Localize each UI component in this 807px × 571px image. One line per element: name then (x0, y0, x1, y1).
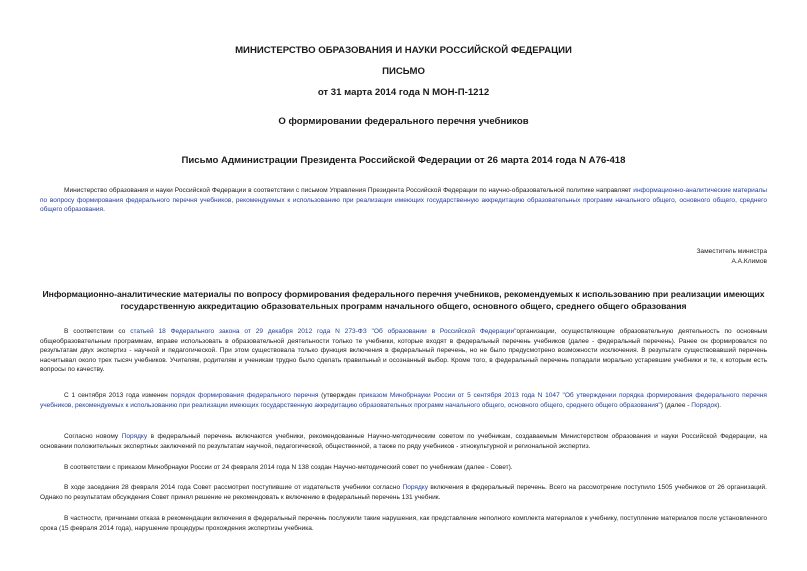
signature-block (696, 247, 767, 266)
paragraph-4-text: В соответствии с приказом Минобрнауки России от 24 февраля 2014 года N 138 создан Научно-методический совет по учебникам (далее - Совет). (64, 464, 513, 471)
letter-end: . (103, 206, 105, 214)
section-title: Информационно-аналитические материалы по вопросу формирования федерального перечня учебников, рекомендуемых к использованию при реализации имеющих государственную аккредитацию образовательных программ начального общего, основного общего, среднего общего образования (42, 289, 765, 311)
paragraph-2-text-d: ). (717, 401, 722, 409)
paragraph-2-text-a: С 1 сентября 2013 года изменен (64, 392, 171, 399)
paragraph-5-text-a: В ходе заседания 28 февраля 2014 года Совет рассмотрел поступившие от издательств учебники согласно (64, 484, 403, 491)
paragraph-3-text-a: Согласно новому (64, 433, 122, 440)
signature-position: Заместитель министра (696, 248, 767, 255)
document-subject: О формировании федерального перечня учебников (278, 116, 529, 127)
paragraph-3 (40, 432, 767, 451)
paragraph-1 (40, 327, 767, 375)
procedure-link-3[interactable]: Порядку (402, 484, 428, 491)
ministry-heading: МИНИСТЕРСТВО ОБРАЗОВАНИЯ И НАУКИ РОССИЙСКОЙ ФЕДЕРАЦИИ (235, 45, 572, 56)
signature-name: А.А.Климов (731, 257, 767, 265)
reference-letter: Письмо Администрации Президента Российской Федерации от 26 марта 2014 года N А76-418 (181, 155, 626, 166)
paragraph-5-text-b: включения в федеральный перечень. Всего на рассмотрение поступило 1505 учебников от 26 организаций. Однако по результатам обсуждения Совет принял решение не рекомендовать к включению в федеральный перечень 131 учебник. (40, 484, 767, 501)
paragraph-4 (40, 463, 767, 473)
analytic-materials-link[interactable]: информационно-аналитические материалы по вопросу формирования федерального перечня учебников, рекомендуемых к использованию при реализации имеющих государственную аккредитацию образовательных программ начального общего, основного общего, среднего общего образования (40, 187, 767, 214)
procedure-link[interactable]: Порядок (691, 401, 718, 409)
order-1047-link[interactable]: приказом Минобрнауки России от 5 сентября 2013 года N 1047 "Об утверждении порядка формирования федерального перечня учебников, рекомендуемых к использованию при реализации имеющих государственную аккредитацию образовательных программ начального общего, основного общего, среднего общего образования" (40, 392, 767, 409)
letter-body (40, 186, 767, 215)
paragraph-1-text-a: В соответствии со (64, 328, 131, 335)
paragraph-2 (40, 391, 767, 410)
paragraph-6 (40, 514, 767, 533)
formation-procedure-link[interactable]: порядок формирования федерального перечня (170, 392, 319, 399)
document-type: ПИСЬМО (382, 66, 425, 77)
law-article-18-link[interactable]: статьей 18 Федерального закона от 29 декабря 2012 года N 273-ФЗ "Об образовании в Российской Федерации" (130, 328, 517, 335)
paragraph-1-text-b: организации, осуществляющие образовательную деятельность по основным общеобразовательным программам, вправе использовать в образовательной деятельности только те учебники, которые входят в федеральный перечень учебников (далее - федеральный перечень). Ранее он формировался по результатам двух экспертиз - научной и педагогической. При этом существовала только функция включения в федеральный перечень, но не было предусмотрено возможности исключения. В результате существовавший перечень насчитывал около трех тысяч учебников. Учителям, родителям и ученикам трудно было сделать правильный и осознанный выбор. Кроме того, в федеральный перечень попадали морально устаревшие учебники и те, к которым есть вопросы по качеству. (40, 328, 767, 374)
paragraph-3-text-b: в федеральный перечень включаются учебники, рекомендованные Научно-методическим советом по учебникам, создаваемым Министерством образования и науки Российской Федерации, на основании положительных экспертных заключений по результатам научной, педагогической, общественной, а также по ряду учебников - этнокультурной и региональной экспертиз. (40, 433, 767, 450)
document-date-number: от 31 марта 2014 года N МОН-П-1212 (317, 87, 490, 98)
paragraph-6-text: В частности, причинами отказа в рекомендации включения в федеральный перечень послужили такие нарушения, как представление неполного комплекта материалов к учебнику, поступление материалов после установленного срока (15 февраля 2014 года), нарушение процедуры прохождения экспертизы учебника. (40, 515, 767, 532)
paragraph-5 (40, 483, 767, 502)
procedure-link-2[interactable]: Порядку (121, 433, 148, 440)
paragraph-2-text-b: (утвержден (318, 392, 359, 399)
letter-text: Министерство образования и науки Российской Федерации в соответствии с письмом Управления Президента Российской Федерации по научно-образовательной политике направляет (64, 187, 634, 194)
paragraph-2-text-c: ) (далее - (660, 401, 692, 409)
